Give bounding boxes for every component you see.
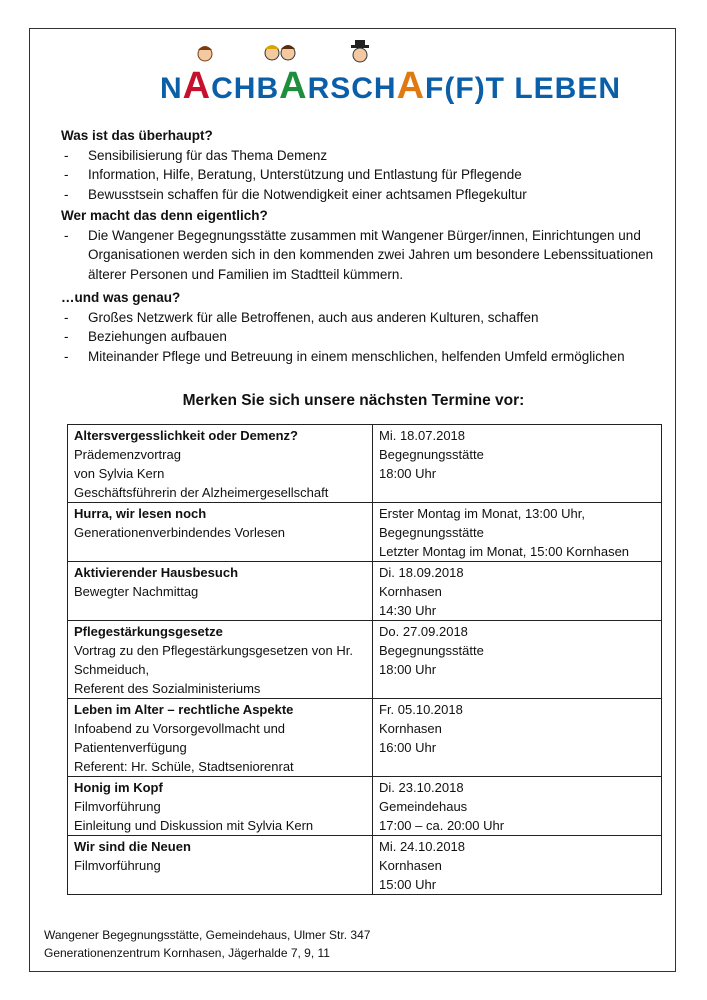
- event-place: Begegnungsstätte: [379, 643, 484, 658]
- event-place: Gemeindehaus: [379, 799, 468, 814]
- event-when-cell: [373, 699, 662, 777]
- event-time: 17:00 – ca. 20:00 Uhr: [379, 818, 505, 833]
- event-when-cell: [373, 503, 662, 562]
- table-row: [68, 699, 662, 777]
- events-table: [67, 424, 662, 895]
- event-time: 18:00 Uhr: [379, 466, 437, 481]
- section-what: [61, 126, 661, 204]
- event-date: Fr. 05.10.2018: [379, 702, 463, 717]
- nachbarschaft-leben-logo: [160, 42, 622, 110]
- event-time: 18:00 Uhr: [379, 662, 437, 677]
- event-place: Kornhasen: [379, 584, 442, 599]
- event-detail: Geschäftsführerin der Alzheimergesellschaft: [74, 485, 329, 500]
- event-title: Leben im Alter – rechtliche Aspekte: [74, 702, 294, 717]
- event-detail: Vortrag zu den Pflegestärkungsgesetzen von Hr. Schmeiduch,: [74, 643, 353, 677]
- event-info-cell: [68, 699, 373, 777]
- event-when-cell: [373, 621, 662, 699]
- termine-heading: Merken Sie sich unsere nächsten Termine vor:: [182, 392, 525, 409]
- event-date: Mi. 24.10.2018: [379, 839, 466, 854]
- event-info-cell: [68, 503, 373, 562]
- event-place: Begegnungsstätte: [379, 447, 484, 462]
- event-detail: Filmvorführung: [74, 799, 161, 814]
- event-detail: Prädemenzvortrag: [74, 447, 181, 462]
- svg-text:NACHBARSCHAF(F)T LEBEN: NACHBARSCHAF(F)T LEBEN: [160, 65, 622, 107]
- event-when-cell: [373, 562, 662, 621]
- table-row: [68, 503, 662, 562]
- section-heading: …und was genau?: [61, 290, 181, 305]
- event-date: Do. 27.09.2018: [379, 624, 468, 639]
- event-info-cell: [68, 425, 373, 503]
- event-detail: Generationenverbindendes Vorlesen: [74, 525, 286, 540]
- event-date: Di. 18.09.2018: [379, 565, 464, 580]
- bullet-list: [61, 308, 661, 367]
- footer-line: Wangener Begegnungsstätte, Gemeindehaus, Ulmer Str. 347: [44, 928, 371, 942]
- section-details: [61, 288, 661, 366]
- event-title: Hurra, wir lesen noch: [74, 506, 207, 521]
- event-date: Erster Montag im Monat, 13:00 Uhr, Begegnungsstätte: [379, 506, 585, 540]
- event-title: Altersvergesslichkeit oder Demenz?: [74, 428, 298, 443]
- footer-line: Generationenzentrum Kornhasen, Jägerhalde 7, 9, 11: [44, 946, 330, 960]
- list-item: - Großes Netzwerk für alle Betroffenen, auch aus anderen Kulturen, schaffen: [61, 308, 661, 328]
- event-detail: Referent: Hr. Schüle, Stadtseniorenrat: [74, 759, 294, 774]
- figure-icon: [265, 45, 295, 60]
- event-detail: Filmvorführung: [74, 858, 161, 873]
- event-detail: Infoabend zu Vorsorgevollmacht und Patientenverfügung: [74, 721, 286, 755]
- section-who: [61, 206, 661, 284]
- list-item: - Bewusstsein schaffen für die Notwendigkeit einer achtsamen Pflegekultur: [61, 185, 661, 205]
- event-title: Honig im Kopf: [74, 780, 163, 795]
- event-date: Mi. 18.07.2018: [379, 428, 466, 443]
- event-time: 14:30 Uhr: [379, 603, 437, 618]
- event-info-cell: [68, 777, 373, 836]
- event-detail: Referent des Sozialministeriums: [74, 681, 261, 696]
- event-info-cell: [68, 621, 373, 699]
- event-place: Kornhasen: [379, 858, 442, 873]
- table-row: [68, 777, 662, 836]
- event-title: Wir sind die Neuen: [74, 839, 191, 854]
- list-item: - Sensibilisierung für das Thema Demenz: [61, 146, 661, 166]
- event-info-cell: [68, 836, 373, 895]
- event-date: Di. 23.10.2018: [379, 780, 464, 795]
- event-title: Pflegestärkungsgesetze: [74, 624, 223, 639]
- event-detail: Bewegter Nachmittag: [74, 584, 199, 599]
- figure-icon: [198, 46, 212, 61]
- section-heading: Was ist das überhaupt?: [61, 128, 213, 143]
- table-row: [68, 621, 662, 699]
- event-time: 16:00 Uhr: [379, 740, 437, 755]
- event-date: Letzter Montag im Monat, 15:00 Kornhasen: [379, 544, 630, 559]
- table-row: [68, 836, 662, 895]
- event-info-cell: [68, 562, 373, 621]
- footer-addresses: [44, 926, 370, 962]
- list-item: - Information, Hilfe, Beratung, Unterstützung und Entlastung für Pflegende: [61, 165, 661, 185]
- bullet-list: [61, 226, 661, 285]
- event-when-cell: [373, 836, 662, 895]
- event-when-cell: [373, 777, 662, 836]
- event-detail: Einleitung und Diskussion mit Sylvia Kern: [74, 818, 314, 833]
- event-when-cell: [373, 425, 662, 503]
- figure-icon: [351, 40, 369, 62]
- table-row: [68, 562, 662, 621]
- list-item: - Beziehungen aufbauen: [61, 327, 661, 347]
- section-heading: Wer macht das denn eigentlich?: [61, 208, 268, 223]
- table-row: [68, 425, 662, 503]
- event-time: 15:00 Uhr: [379, 877, 437, 892]
- event-title: Aktivierender Hausbesuch: [74, 565, 239, 580]
- list-item: - Die Wangener Begegnungsstätte zusammen mit Wangener Bürger/innen, Einrichtungen und Organisationen werden sich in den kommenden zwei Jahren um besondere Lebenssituationen älterer Personen und Familien im Stadtteil kümmern.: [61, 226, 661, 285]
- event-detail: von Sylvia Kern: [74, 466, 165, 481]
- event-place: Kornhasen: [379, 721, 442, 736]
- list-item: - Miteinander Pflege und Betreuung in einem menschlichen, helfenden Umfeld ermöglichen: [61, 347, 661, 367]
- bullet-list: [61, 146, 661, 205]
